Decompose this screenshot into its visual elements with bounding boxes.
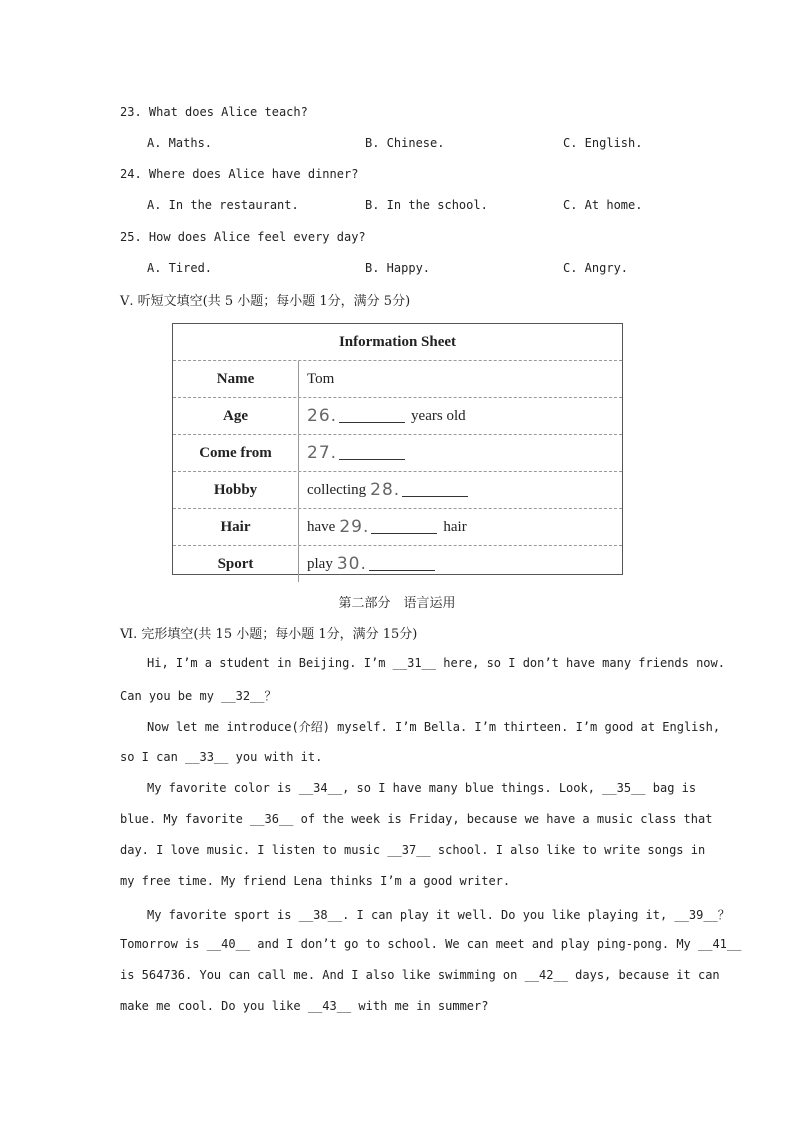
option-c: C. Angry. [563, 261, 629, 275]
option-b: B. Happy. [365, 261, 431, 275]
blank-number: 27. [307, 443, 338, 463]
row-label: Come from [173, 435, 299, 471]
sheet-row-age [173, 398, 622, 435]
section-5-heading: Ⅴ. 听短文填空(共 5 小题；每小题 1分，满分 5分) [120, 294, 411, 309]
cloze-blank-43[interactable]: __43__ [307, 999, 352, 1013]
sheet-row-hair [173, 509, 622, 546]
row-label: Hair [173, 509, 299, 545]
row-suffix: hair [443, 519, 467, 535]
row-prefix: collecting [307, 482, 367, 498]
passage-line: My favorite sport is __38__. I can play it well. Do you like playing it, __39__？ [147, 908, 730, 922]
cloze-blank-39[interactable]: __39__ [674, 908, 718, 922]
cloze-blank-41[interactable]: __41__ [698, 937, 742, 951]
question-25: 25. How does Alice feel every day? [120, 230, 366, 244]
sheet-row-hobby [173, 472, 622, 509]
row-label: Age [173, 398, 299, 434]
passage-line: make me cool. Do you like __43__ with me in summer? [120, 999, 489, 1013]
sheet-title: Information Sheet [173, 324, 622, 361]
row-value: Tom [307, 371, 335, 387]
section-6-heading: Ⅵ. 完形填空(共 15 小题；每小题 1分，满分 15分) [120, 627, 418, 642]
option-a: A. Tired. [147, 261, 213, 275]
row-suffix: years old [411, 408, 466, 424]
cloze-blank-33[interactable]: __33__ [185, 750, 229, 764]
row-prefix: have [307, 519, 336, 535]
passage-line: Tomorrow is __40__ and I don’t go to school. We can meet and play ping-pong. My __41__ [120, 937, 742, 951]
row-prefix: play [307, 556, 333, 572]
answer-blank[interactable] [339, 406, 405, 423]
blank-number: 26. [307, 406, 338, 426]
answer-blank[interactable] [371, 517, 437, 534]
answer-blank[interactable] [402, 480, 468, 497]
row-label: Hobby [173, 472, 299, 508]
answer-blank[interactable] [369, 554, 435, 571]
option-b: B. Chinese. [365, 136, 445, 150]
row-label: Name [173, 361, 299, 397]
passage-line: blue. My favorite __36__ of the week is Friday, because we have a music class that [120, 812, 713, 826]
passage-line: Now let me introduce(介绍) myself. I’m Bella. I’m thirteen. I’m good at English, [147, 720, 721, 734]
question-24: 24. Where does Alice have dinner? [120, 167, 359, 181]
option-b: B. In the school. [365, 198, 488, 212]
sheet-row-come-from [173, 435, 622, 472]
blank-number: 28. [370, 480, 401, 500]
option-c: C. English. [563, 136, 643, 150]
question-23: 23. What does Alice teach? [120, 105, 308, 119]
cloze-blank-40[interactable]: __40__ [206, 937, 251, 951]
passage-line: so I can __33__ you with it. [120, 750, 323, 764]
part-2-title: 第二部分 语言运用 [338, 596, 456, 611]
cloze-blank-32[interactable]: __32__ [221, 689, 265, 703]
blank-number: 30. [336, 554, 367, 574]
passage-line: My favorite color is __34__, so I have many blue things. Look, __35__ bag is [147, 781, 697, 795]
option-a: A. In the restaurant. [147, 198, 299, 212]
cloze-blank-38[interactable]: __38__ [298, 908, 343, 922]
information-sheet [172, 323, 623, 575]
cloze-blank-35[interactable]: __35__ [602, 781, 646, 795]
passage-line: Can you be my __32__？ [120, 689, 277, 703]
cloze-blank-36[interactable]: __36__ [250, 812, 294, 826]
passage-line: my free time. My friend Lena thinks I’m a good writer. [120, 874, 511, 888]
passage-line: is 564736. You can call me. And I also like swimming on __42__ days, because it can [120, 968, 720, 982]
row-label: Sport [173, 546, 299, 582]
sheet-row-sport [173, 546, 622, 582]
option-c: C. At home. [563, 198, 643, 212]
option-a: A. Maths. [147, 136, 213, 150]
sheet-row-name [173, 361, 622, 398]
cloze-blank-37[interactable]: __37__ [387, 843, 431, 857]
answer-blank[interactable] [339, 443, 405, 460]
passage-line: day. I love music. I listen to music __37__ school. I also like to write songs in [120, 843, 706, 857]
cloze-blank-34[interactable]: __34__ [298, 781, 343, 795]
cloze-blank-31[interactable]: __31__ [392, 656, 436, 670]
blank-number: 29. [339, 517, 370, 537]
passage-line: Hi, I’m a student in Beijing. I’m __31__ here, so I don’t have many friends now. [147, 656, 725, 670]
cloze-blank-42[interactable]: __42__ [524, 968, 568, 982]
